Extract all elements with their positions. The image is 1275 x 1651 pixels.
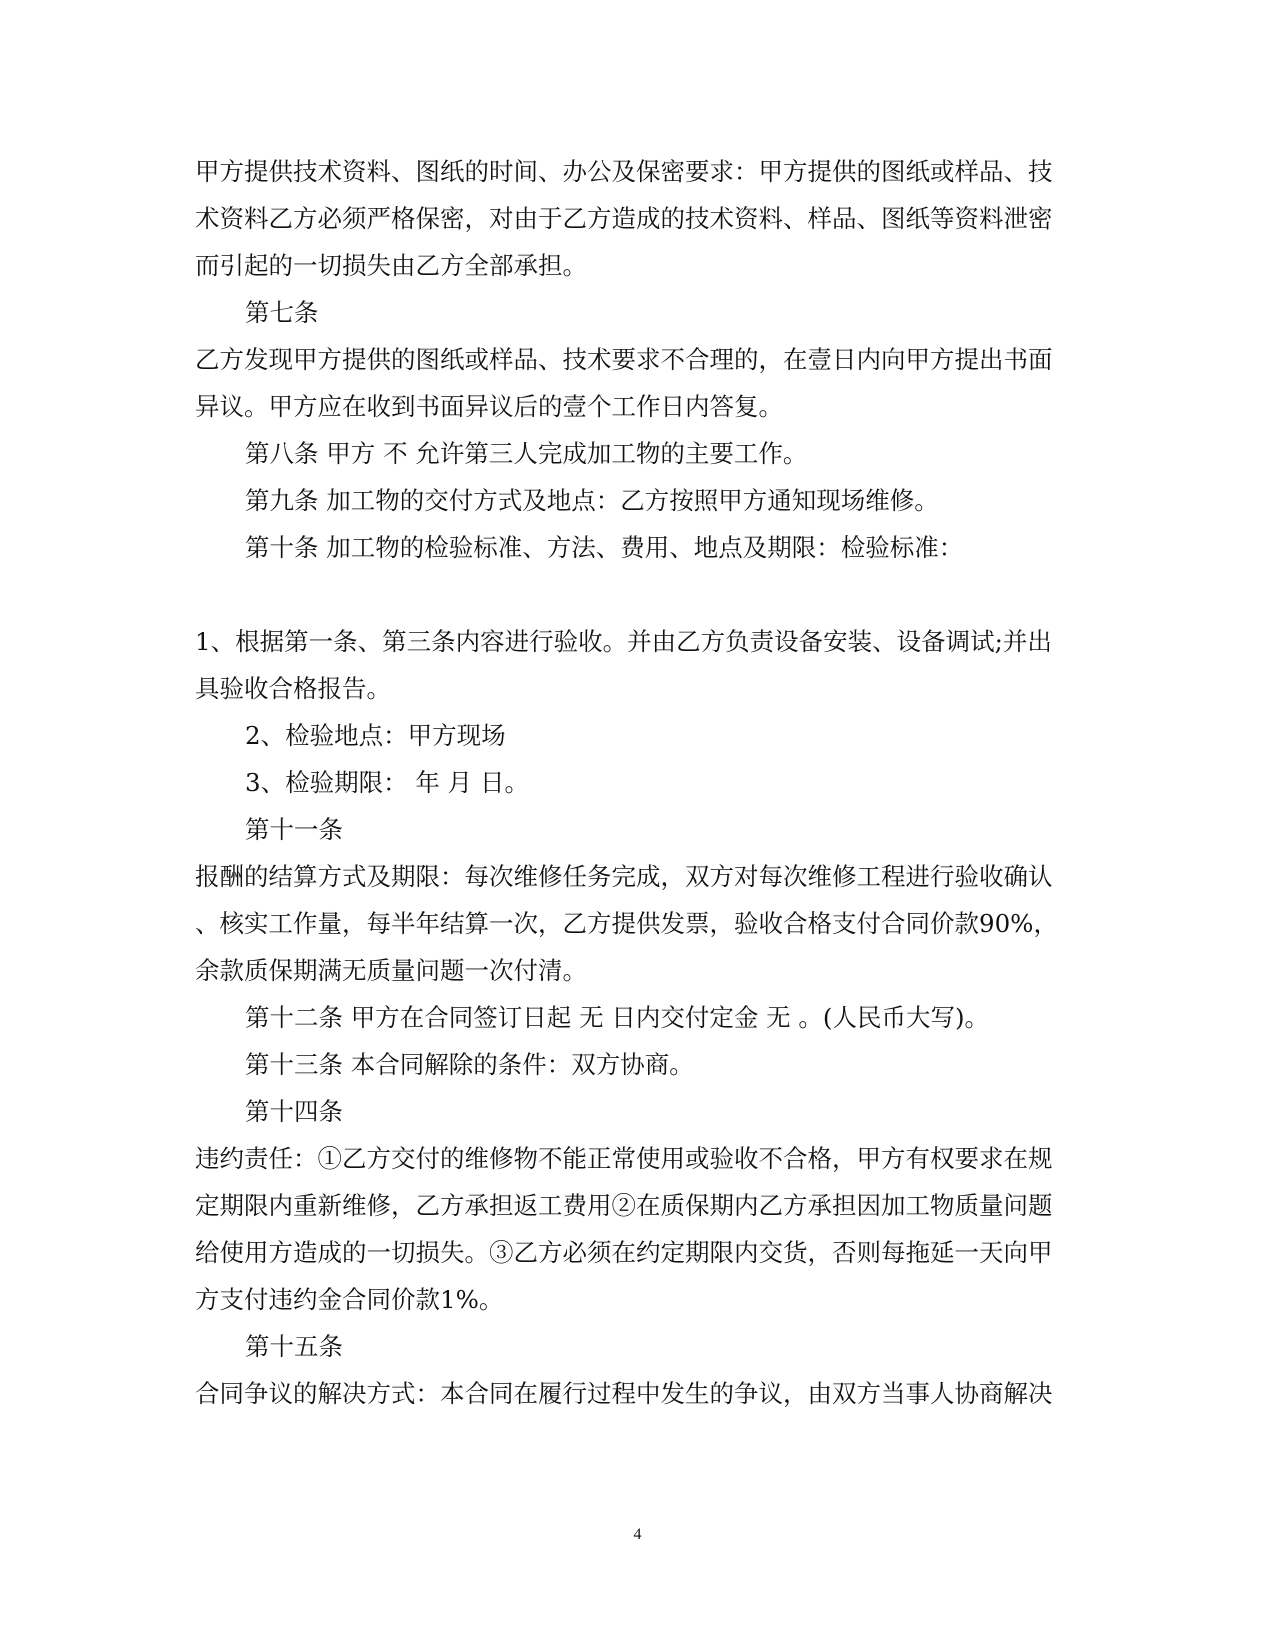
text-line: 第十条 加工物的检验标准、方法、费用、地点及期限：检验标准：: [245, 533, 964, 562]
text-line: 报酬的结算方式及期限：每次维修任务完成，双方对每次维修工程进行验收确认: [195, 862, 1053, 891]
text-line: 、核实工作量，每半年结算一次，乙方提供发票，验收合格支付合同价款90%，: [195, 909, 1058, 938]
text-line: 定期限内重新维修，乙方承担返工费用②在质保期内乙方承担因加工物质量问题: [195, 1191, 1053, 1220]
text-line: 方支付违约金合同价款1%。: [195, 1285, 504, 1314]
text-line: 甲方提供技术资料、图纸的时间、办公及保密要求：甲方提供的图纸或样品、技: [195, 157, 1053, 186]
text-line: 第九条 加工物的交付方式及地点：乙方按照甲方通知现场维修。: [245, 486, 939, 515]
text-line: 异议。甲方应在收到书面异议后的壹个工作日内答复。: [195, 392, 783, 421]
text-line: 违约责任：①乙方交付的维修物不能正常使用或验收不合格，甲方有权要求在规: [195, 1144, 1053, 1173]
text-line: 第十二条 甲方在合同签订日起 无 日内交付定金 无 。(人民币大写)。: [245, 1003, 990, 1032]
text-line: 而引起的一切损失由乙方全部承担。: [195, 251, 587, 280]
page-number: 4: [633, 1526, 642, 1543]
article-heading: 第十四条: [245, 1097, 343, 1126]
text-line: 第八条 甲方 不 允许第三人完成加工物的主要工作。: [245, 439, 808, 468]
text-line: 2、检验地点：甲方现场: [245, 721, 506, 750]
text-line: 第十三条 本合同解除的条件：双方协商。: [245, 1050, 694, 1079]
article-heading: 第七条: [245, 298, 319, 327]
text-line: 合同争议的解决方式：本合同在履行过程中发生的争议，由双方当事人协商解决: [195, 1379, 1053, 1408]
text-line: 给使用方造成的一切损失。③乙方必须在约定期限内交货，否则每拖延一天向甲: [195, 1238, 1053, 1267]
text-line: 1、根据第一条、第三条内容进行验收。并由乙方负责设备安装、设备调试;并出: [195, 627, 1052, 656]
article-heading: 第十五条: [245, 1332, 343, 1361]
text-line: 具验收合格报告。: [195, 674, 391, 703]
article-heading: 第十一条: [245, 815, 343, 844]
text-line: 术资料乙方必须严格保密，对由于乙方造成的技术资料、样品、图纸等资料泄密: [195, 204, 1053, 233]
text-line: 3、检验期限： 年 月 日。: [245, 768, 529, 797]
text-line: 余款质保期满无质量问题一次付清。: [195, 956, 587, 985]
text-line: 乙方发现甲方提供的图纸或样品、技术要求不合理的，在壹日内向甲方提出书面: [195, 345, 1053, 374]
